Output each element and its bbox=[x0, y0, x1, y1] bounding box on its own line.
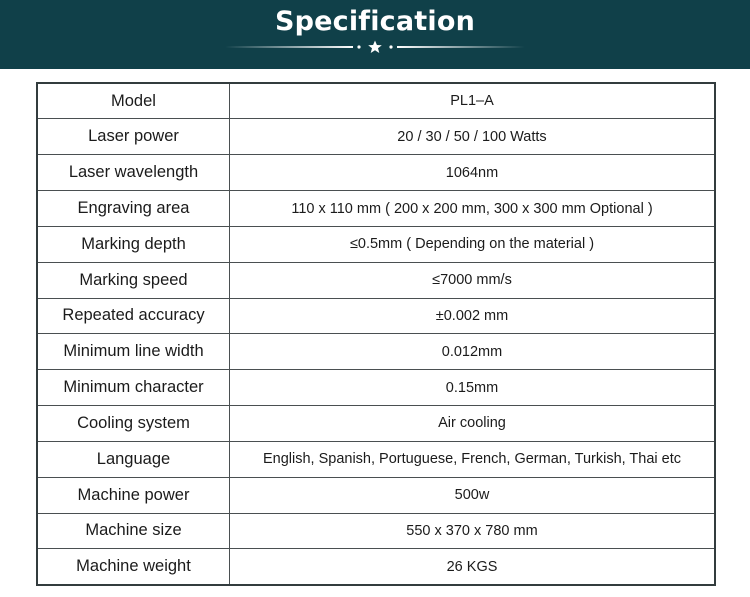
table-row bbox=[38, 513, 714, 549]
table-row bbox=[38, 441, 714, 477]
table-row bbox=[38, 406, 714, 442]
spec-label: Minimum character bbox=[38, 370, 230, 406]
spec-value: 20 / 30 / 50 / 100 Watts bbox=[230, 119, 715, 155]
spec-label: Machine power bbox=[38, 477, 230, 513]
spec-value: Air cooling bbox=[230, 406, 715, 442]
spec-value: PL1–A bbox=[230, 84, 715, 119]
spec-label: Laser wavelength bbox=[38, 155, 230, 191]
spec-value: 110 x 110 mm ( 200 x 200 mm, 300 x 300 mm Optional ) bbox=[230, 191, 715, 227]
spec-value: English, Spanish, Portuguese, French, German, Turkish, Thai etc bbox=[230, 441, 715, 477]
header-banner bbox=[0, 0, 750, 69]
spec-value: 0.15mm bbox=[230, 370, 715, 406]
table-row bbox=[38, 370, 714, 406]
spec-value: ≤0.5mm ( Depending on the material ) bbox=[230, 226, 715, 262]
spec-value: ±0.002 mm bbox=[230, 298, 715, 334]
table-row bbox=[38, 155, 714, 191]
table-row bbox=[38, 226, 714, 262]
table-row bbox=[38, 298, 714, 334]
spec-label: Marking speed bbox=[38, 262, 230, 298]
table-row bbox=[38, 334, 714, 370]
spec-label: Repeated accuracy bbox=[38, 298, 230, 334]
spec-value: 550 x 370 x 780 mm bbox=[230, 513, 715, 549]
table-row bbox=[38, 84, 714, 119]
star-divider-icon bbox=[225, 40, 525, 54]
spec-label: Marking depth bbox=[38, 226, 230, 262]
spec-label: Machine weight bbox=[38, 549, 230, 584]
table-row bbox=[38, 191, 714, 227]
table-row bbox=[38, 119, 714, 155]
spec-label: Laser power bbox=[38, 119, 230, 155]
spec-label: Language bbox=[38, 441, 230, 477]
spec-value: 26 KGS bbox=[230, 549, 715, 584]
spec-value: 0.012mm bbox=[230, 334, 715, 370]
spec-value: 1064nm bbox=[230, 155, 715, 191]
spec-value: ≤7000 mm/s bbox=[230, 262, 715, 298]
table-row bbox=[38, 477, 714, 513]
spec-label: Model bbox=[38, 84, 230, 119]
table-row bbox=[38, 549, 714, 584]
spec-label: Machine size bbox=[38, 513, 230, 549]
spec-label: Minimum line width bbox=[38, 334, 230, 370]
table-row bbox=[38, 262, 714, 298]
page-title: Specification bbox=[274, 6, 476, 37]
specification-table bbox=[36, 82, 716, 586]
spec-label: Engraving area bbox=[38, 191, 230, 227]
spec-value: 500w bbox=[230, 477, 715, 513]
spec-label: Cooling system bbox=[38, 406, 230, 442]
